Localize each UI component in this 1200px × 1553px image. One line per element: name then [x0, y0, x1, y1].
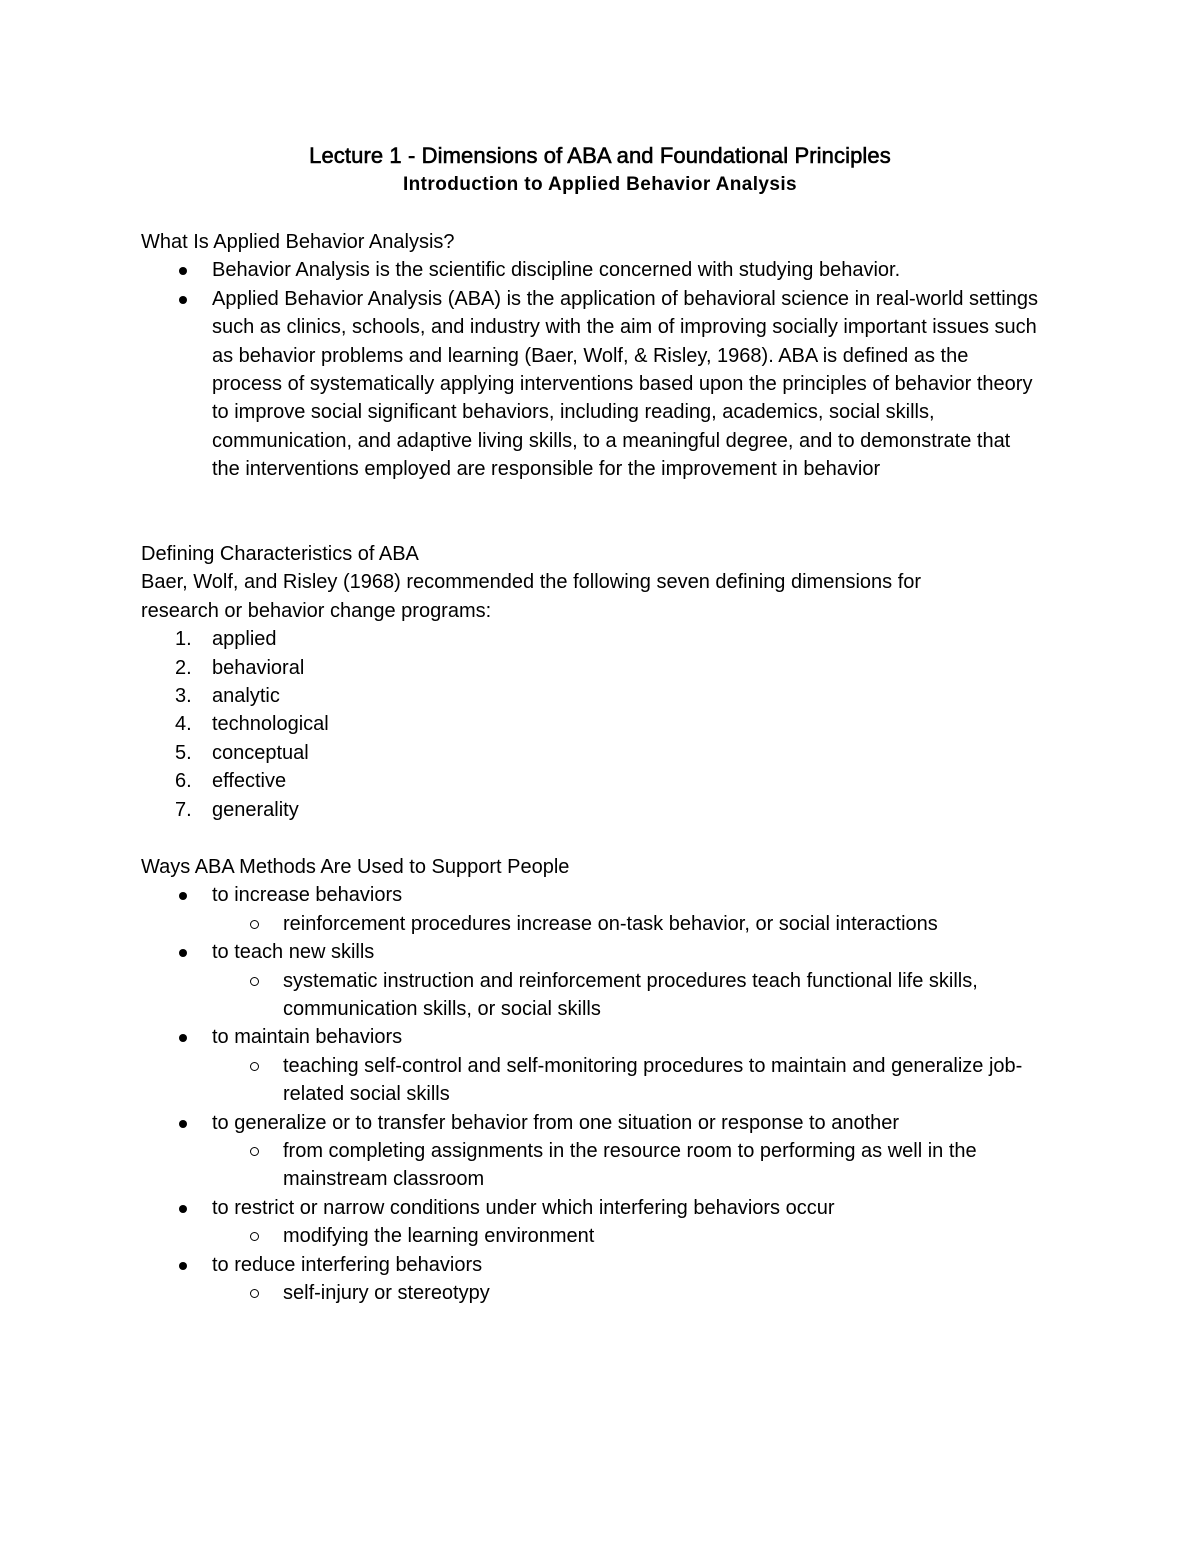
- hollow-bullet-icon: [250, 1289, 259, 1298]
- list-number: 1.: [175, 628, 192, 651]
- bullet-icon: [179, 296, 187, 304]
- list-item: [141, 1023, 1061, 1051]
- bullet-list: [141, 256, 1061, 483]
- hollow-bullet-icon: [250, 1147, 259, 1156]
- hollow-bullet-icon: [250, 920, 259, 929]
- sub-list-item: [141, 910, 1061, 938]
- list-item: [141, 285, 1061, 484]
- list-item: [141, 256, 1061, 284]
- bullet-icon: [179, 1034, 187, 1042]
- list-number: 7.: [175, 798, 192, 821]
- hollow-bullet-icon: [250, 977, 259, 986]
- list-item-text: to generalize or to transfer behavior from one situation or response to another: [212, 1111, 900, 1134]
- list-number: 5.: [175, 741, 192, 764]
- list-item-text: to maintain behaviors: [212, 1026, 403, 1049]
- list-item-text: to reduce interfering behaviors: [212, 1253, 483, 1276]
- list-item-text: generality: [212, 798, 299, 821]
- section-heading: What Is Applied Behavior Analysis?: [141, 231, 455, 253]
- list-number: 2.: [175, 656, 192, 679]
- sub-list-item-text: reinforcement procedures increase on-task behavior, or social interactions: [283, 912, 938, 935]
- list-item: [141, 682, 1061, 710]
- sub-list-item: [141, 1052, 1061, 1109]
- list-item-text: analytic: [212, 685, 280, 708]
- list-item-text: effective: [212, 770, 287, 793]
- list-item-text: behavioral: [212, 656, 305, 679]
- list-item-text: Applied Behavior Analysis (ABA) is the application of behavioral science in real-world settings such as clinics, schools, and industry with the aim of improving socially important issues such as behavior problems and learning (Baer, Wolf, & Risley, 1968). ABA is defined as the process of systematically applying interventions based upon the principles of behavior theory to improve social significant behaviors, including reading, academics, social skills, communication, and adaptive living skills, to a meaningful degree, and to demonstrate that the interventions employed are responsible for the improvement in behavior: [212, 287, 1038, 481]
- section-what-is-aba: [141, 228, 1061, 484]
- sub-list-item: [141, 1279, 1061, 1307]
- list-item: [141, 654, 1061, 682]
- section-defining-characteristics: [141, 540, 1061, 824]
- list-item-text: to increase behaviors: [212, 884, 403, 907]
- bullet-icon: [179, 1205, 187, 1213]
- list-item-text: to restrict or narrow conditions under which interfering behaviors occur: [212, 1196, 835, 1219]
- list-item: [141, 1251, 1061, 1279]
- list-item: [141, 1194, 1061, 1222]
- list-item: [141, 1109, 1061, 1137]
- section-ways-aba-used: [141, 853, 1061, 1308]
- sub-list-item-text: systematic instruction and reinforcement procedures teach functional life skills, communication skills, or social skills: [283, 969, 978, 1021]
- list-number: 6.: [175, 770, 192, 793]
- list-item-text: applied: [212, 628, 277, 651]
- list-item: [141, 739, 1061, 767]
- section-intro: Baer, Wolf, and Risley (1968) recommended the following seven defining dimensions for research or behavior change programs:: [141, 571, 922, 622]
- bullet-icon: [179, 892, 187, 900]
- bullet-list: [141, 881, 1061, 1307]
- sub-list-item-text: teaching self-control and self-monitoring procedures to maintain and generalize job-related social skills: [283, 1054, 1023, 1106]
- list-item: [141, 625, 1061, 653]
- list-item: [141, 710, 1061, 738]
- hollow-bullet-icon: [250, 1062, 259, 1071]
- sub-list-item-text: from completing assignments in the resource room to performing as well in the mainstream classroom: [283, 1140, 977, 1191]
- bullet-icon: [179, 1120, 187, 1128]
- list-item: [141, 881, 1061, 909]
- list-item-text: technological: [212, 713, 329, 736]
- list-item: [141, 796, 1061, 824]
- page-subtitle: Introduction to Applied Behavior Analysis: [403, 174, 797, 195]
- sub-list-item: [141, 1222, 1061, 1250]
- section-heading: Ways ABA Methods Are Used to Support People: [141, 856, 570, 878]
- sub-list-item-text: self-injury or stereotypy: [283, 1282, 490, 1305]
- list-number: 4.: [175, 713, 192, 736]
- page-title: Lecture 1 - Dimensions of ABA and Foundational Principles: [309, 143, 891, 168]
- hollow-bullet-icon: [250, 1232, 259, 1241]
- section-heading: Defining Characteristics of ABA: [141, 543, 419, 565]
- list-item-text: Behavior Analysis is the scientific discipline concerned with studying behavior.: [212, 259, 901, 282]
- list-item: [141, 938, 1061, 966]
- bullet-icon: [179, 949, 187, 957]
- list-item-text: to teach new skills: [212, 941, 375, 964]
- list-number: 3.: [175, 685, 192, 708]
- bullet-icon: [179, 1262, 187, 1270]
- numbered-list: [141, 625, 1061, 824]
- sub-list-item: [141, 1137, 1061, 1194]
- bullet-icon: [179, 267, 187, 275]
- sub-list-item: [141, 967, 1061, 1024]
- list-item-text: conceptual: [212, 741, 309, 764]
- sub-list-item-text: modifying the learning environment: [283, 1225, 595, 1248]
- list-item: [141, 767, 1061, 795]
